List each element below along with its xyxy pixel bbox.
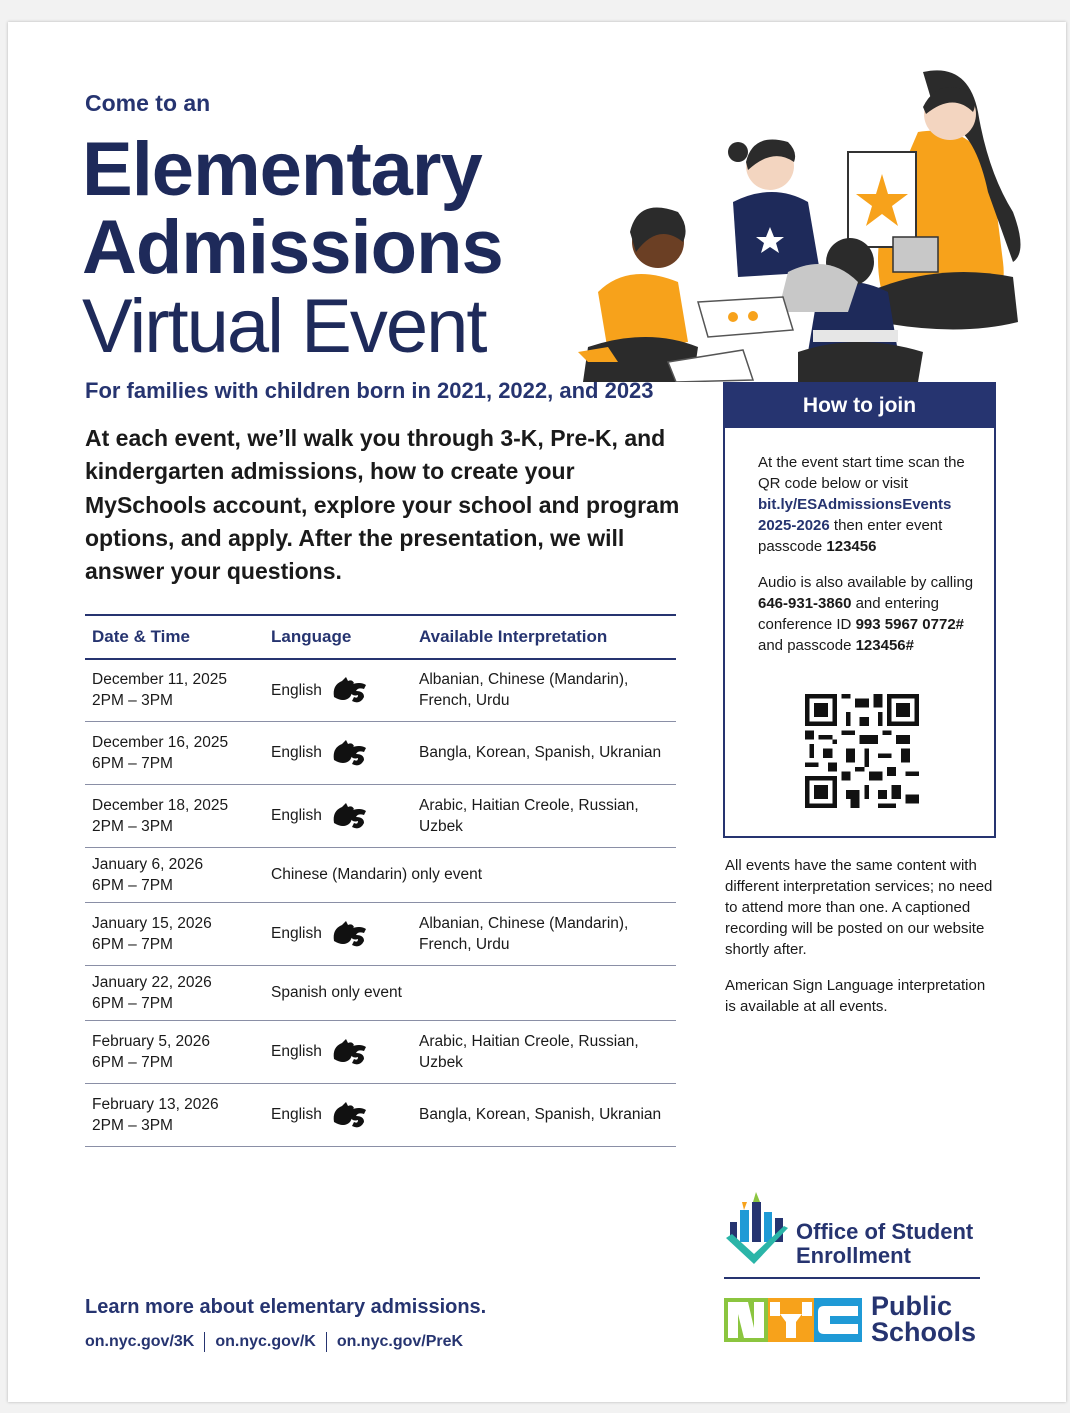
table-row [85, 1083, 676, 1146]
interpretation-line: French, Urdu [419, 692, 510, 710]
qr-code[interactable] [805, 694, 919, 808]
kicker: Come to an [85, 90, 211, 116]
join-text: At the event start time scan the QR code below or visit [758, 454, 965, 492]
title-line-2: Admissions [82, 205, 503, 290]
date-cell [85, 965, 264, 1020]
table-header-row [85, 615, 676, 659]
event-date: January 22, 2026 [92, 973, 212, 991]
interpretation-cell [412, 902, 676, 965]
col-header-interpretation: Available Interpretation [412, 615, 676, 659]
single-language-cell: Spanish only event [264, 965, 676, 1020]
event-date: February 5, 2026 [92, 1032, 211, 1050]
interpretation-cell [412, 659, 676, 721]
ose-line: Enrollment [796, 1243, 911, 1268]
ose-line: Office of Student [796, 1219, 974, 1244]
event-time: 6PM – 7PM [92, 1053, 173, 1071]
language-cell [264, 902, 412, 965]
language-cell [264, 659, 412, 721]
date-cell [85, 721, 264, 784]
table-row [85, 902, 676, 965]
events-note: All events have the same content with different interpretation services; no need to attend more than one. A captioned recording will be posted on our website shortly after. [725, 857, 993, 958]
join-instructions [758, 452, 978, 557]
table-row [85, 659, 676, 721]
ps-line: Public [871, 1291, 953, 1321]
public-schools-name [871, 1293, 976, 1345]
language-label: English [271, 744, 322, 761]
how-to-join-heading: How to join [725, 384, 994, 428]
audience-subtitle: For families with children born in 2021, 2022, and 2023 [85, 378, 654, 403]
date-cell [85, 659, 264, 721]
table-row [85, 965, 676, 1020]
language-label: English [271, 925, 322, 942]
nyc-logo [724, 1292, 864, 1344]
asl-icon [330, 738, 370, 768]
language-cell [264, 721, 412, 784]
title-line-1: Elementary [82, 127, 482, 212]
audio-text: and entering conference ID [758, 595, 939, 633]
event-time: 6PM – 7PM [92, 935, 173, 953]
event-link[interactable]: bit.ly/ESAdmissionsEvents 2025-2026 [758, 496, 952, 534]
ose-logo-icon [724, 1188, 790, 1268]
table-row [85, 1020, 676, 1083]
event-date: December 11, 2025 [92, 671, 227, 689]
event-time: 2PM – 3PM [92, 692, 173, 710]
logo-divider [724, 1277, 980, 1279]
interpretation-line: Bangla, Korean, Spanish, Ukranian [419, 1106, 662, 1123]
language-cell [264, 1083, 412, 1146]
event-time: 6PM – 7PM [92, 994, 173, 1012]
title-line-3: Virtual Event [82, 284, 486, 369]
intro-paragraph: At each event, we’ll walk you through 3-K, Pre-K, and kindergarten admissions, how to create your MySchools account, explore your school and program options, and apply. After the presentation, we will answer your questions. [85, 425, 680, 585]
language-label: English [271, 1043, 322, 1060]
single-language-cell: Chinese (Mandarin) only event [264, 847, 676, 902]
audio-text: Audio is also available by calling [758, 574, 974, 591]
phone-number[interactable]: 646-931-3860 [758, 595, 852, 612]
event-time: 6PM – 7PM [92, 876, 173, 894]
language-cell [264, 784, 412, 847]
event-date: December 18, 2025 [92, 796, 229, 814]
asl-icon [330, 675, 370, 705]
ose-name [796, 1220, 973, 1268]
language-label: English [271, 807, 322, 824]
link-separator [204, 1332, 205, 1352]
how-to-join-box [723, 382, 996, 838]
date-cell [85, 902, 264, 965]
interpretation-cell [412, 1020, 676, 1083]
language-label: English [271, 1106, 322, 1123]
event-date: January 6, 2026 [92, 855, 204, 873]
asl-note: American Sign Language interpretation is available at all events. [725, 977, 986, 1015]
schedule-table [85, 614, 676, 1147]
interpretation-line: Albanian, Chinese (Mandarin), [419, 914, 629, 932]
date-cell [85, 784, 264, 847]
table-row [85, 847, 676, 902]
families-illustration [558, 62, 1028, 382]
col-header-date: Date & Time [85, 615, 264, 659]
interpretation-line: Bangla, Korean, Spanish, Ukranian [419, 744, 662, 761]
table-row [85, 784, 676, 847]
date-cell [85, 1083, 264, 1146]
audio-passcode: 123456# [855, 637, 914, 654]
asl-icon [330, 919, 370, 949]
flyer-page [8, 22, 1066, 1402]
audio-instructions [758, 572, 978, 656]
interpretation-cell [412, 784, 676, 847]
interpretation-cell [412, 1083, 676, 1146]
ps-line: Schools [871, 1317, 977, 1347]
asl-icon [330, 1100, 370, 1130]
asl-icon [330, 1037, 370, 1067]
link-prek[interactable]: on.nyc.gov/PreK [336, 1333, 464, 1350]
interpretation-line: Arabic, Haitian Creole, Russian, [419, 1032, 639, 1050]
date-cell [85, 847, 264, 902]
interpretation-cell [412, 721, 676, 784]
table-row [85, 721, 676, 784]
event-time: 2PM – 3PM [92, 817, 173, 835]
event-time: 2PM – 3PM [92, 1116, 173, 1134]
link-separator [326, 1332, 327, 1352]
language-label: English [271, 681, 322, 699]
interpretation-line: Uzbek [419, 817, 463, 835]
interpretation-line: Uzbek [419, 1053, 463, 1071]
event-time: 6PM – 7PM [92, 754, 173, 772]
event-date: December 16, 2025 [92, 733, 229, 751]
conference-id: 993 5967 0772# [855, 616, 965, 633]
interpretation-line: Albanian, Chinese (Mandarin), [419, 671, 629, 689]
asl-icon [330, 801, 370, 831]
interpretation-line: French, Urdu [419, 935, 510, 953]
join-text: then enter event passcode [758, 517, 943, 555]
date-cell [85, 1020, 264, 1083]
event-date: January 15, 2026 [92, 914, 212, 932]
footer-links [85, 1332, 463, 1352]
interpretation-line: Arabic, Haitian Creole, Russian, [419, 796, 639, 814]
col-header-language: Language [264, 615, 412, 659]
audio-text: and passcode [758, 637, 856, 654]
event-date: February 13, 2026 [92, 1095, 219, 1113]
language-cell [264, 1020, 412, 1083]
event-passcode: 123456 [826, 538, 877, 555]
link-3k[interactable]: on.nyc.gov/3K [85, 1333, 195, 1350]
link-k[interactable]: on.nyc.gov/K [215, 1333, 316, 1350]
learn-more-heading: Learn more about elementary admissions. [85, 1296, 487, 1318]
